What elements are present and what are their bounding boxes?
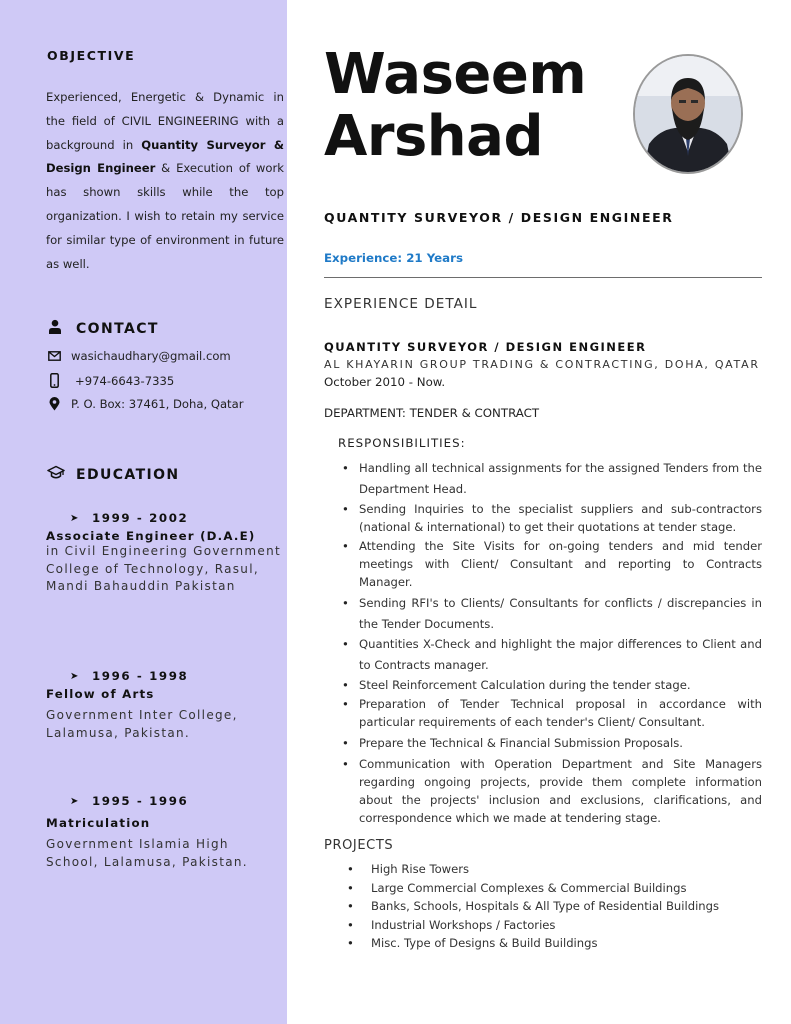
candidate-name — [324, 44, 586, 168]
graduation-cap-icon — [47, 465, 65, 485]
company-name: AL KHAYARIN GROUP TRADING & CONTRACTING, DOHA, QATAR — [324, 358, 760, 371]
education-years-row — [70, 794, 281, 808]
contact-email[interactable]: wasichaudhary@gmail.com — [71, 349, 231, 363]
objective-text-bold: Quantity Surveyor & Design Engineer — [46, 137, 285, 176]
first-name: Waseem — [324, 42, 587, 107]
education-institution: in Civil Engineering Government College of Technology, Rasul, Mandi Bahauddin Pakistan — [46, 544, 282, 594]
education-years: 1996 - 1998 — [91, 669, 189, 683]
education-degree: Fellow of Arts — [46, 687, 155, 701]
department: DEPARTMENT: TENDER & CONTRACT — [324, 406, 540, 420]
experience-detail-heading: EXPERIENCE DETAIL — [324, 296, 478, 312]
contact-heading — [47, 319, 159, 339]
list-item: • Quantities X-Check and highlight the major differences to Client and to Contracts manager. — [342, 634, 762, 675]
arrowhead-bullet-icon: ➤ — [70, 670, 80, 682]
list-item: • Large Commercial Complexes & Commercial Buildings — [347, 879, 719, 898]
education-degree: Associate Engineer (D.A.E) — [46, 529, 256, 543]
education-years: 1995 - 1996 — [91, 794, 189, 808]
role-title: QUANTITY SURVEYOR / DESIGN ENGINEER — [324, 340, 647, 354]
job-title: QUANTITY SURVEYOR / DESIGN ENGINEER — [324, 210, 674, 225]
list-item: • Steel Reinforcement Calculation during the tender stage. — [342, 675, 762, 695]
arrowhead-bullet-icon: ➤ — [70, 512, 80, 524]
list-item: • Prepare the Technical & Financial Submission Proposals. — [342, 733, 762, 753]
last-name: Arshad — [324, 104, 544, 169]
education-entry — [46, 511, 281, 596]
list-item: • Sending RFI's to Clients/ Consultants for conflicts / discrepancies in the Tender Documents. — [342, 593, 762, 634]
education-years-row — [70, 511, 281, 525]
employment-period: October 2010 - Now. — [324, 375, 446, 389]
objective-text-part: & Execution of work has shown skills while the top organization. I wish to retain my service for similar type of environment in future as well. — [46, 161, 284, 271]
education-entry — [46, 794, 281, 871]
contact-email-row — [47, 349, 231, 363]
list-item: • Handling all technical assignments for the assigned Tenders from the Department Head. — [342, 458, 762, 499]
objective-text-part: Experienced, Energetic & Dynamic in the field of CIVIL ENGINEERING with a background in — [46, 90, 284, 152]
projects-heading: PROJECTS — [324, 838, 394, 853]
experience-years: Experience: 21 Years — [324, 251, 463, 265]
sidebar — [0, 0, 287, 1024]
education-heading — [47, 465, 180, 485]
education-institution: Government Inter College, Lalamusa, Pakistan. — [46, 708, 238, 740]
education-years-row — [70, 669, 281, 683]
contact-address: P. O. Box: 37461, Doha, Qatar — [71, 397, 244, 411]
user-icon — [47, 319, 63, 339]
profile-photo — [633, 54, 743, 174]
list-item: • Industrial Workshops / Factories — [347, 916, 719, 935]
list-item: • Sending Inquiries to the specialist suppliers and sub-contractors (national & international) to get their quotations at tender stage. — [342, 500, 762, 536]
projects-list — [347, 860, 719, 953]
list-item: • High Rise Towers — [347, 860, 719, 879]
arrowhead-bullet-icon: ➤ — [70, 795, 80, 807]
objective-heading: OBJECTIVE — [47, 48, 136, 63]
contact-title: CONTACT — [76, 321, 159, 337]
list-item: • Attending the Site Visits for on-going tenders and mid tender meetings with Client/ Consultant and reporting to Contracts Manager. — [342, 537, 762, 591]
location-pin-icon — [47, 397, 61, 411]
contact-address-row — [47, 397, 243, 411]
education-institution: Government Islamia High School, Lalamusa, Pakistan. — [46, 837, 248, 869]
responsibilities-list — [342, 458, 762, 827]
education-years: 1999 - 2002 — [91, 511, 189, 525]
education-entry — [46, 669, 281, 742]
phone-icon — [47, 373, 61, 388]
responsibilities-heading: RESPONSIBILITIES: — [338, 436, 466, 450]
objective-text — [46, 86, 284, 276]
list-item: • Preparation of Tender Technical proposal in accordance with particular requirements of each tender's Client/ Consultant. — [342, 695, 762, 731]
divider — [324, 277, 762, 278]
mail-icon — [47, 351, 61, 361]
contact-phone[interactable]: +974-6643-7335 — [75, 373, 175, 388]
list-item: • Banks, Schools, Hospitals & All Type of Residential Buildings — [347, 897, 719, 916]
main-content — [287, 0, 791, 1024]
list-item: • Communication with Operation Department and Site Managers regarding ongoing projects, provide them complete information about the projects' inclusion and exclusions, clarifications, and correspondence which we made at tendering stage. — [342, 755, 762, 827]
list-item: • Misc. Type of Designs & Build Buildings — [347, 934, 719, 953]
education-degree: Matriculation — [46, 816, 151, 830]
contact-phone-row — [47, 373, 174, 388]
education-title: EDUCATION — [76, 467, 180, 483]
